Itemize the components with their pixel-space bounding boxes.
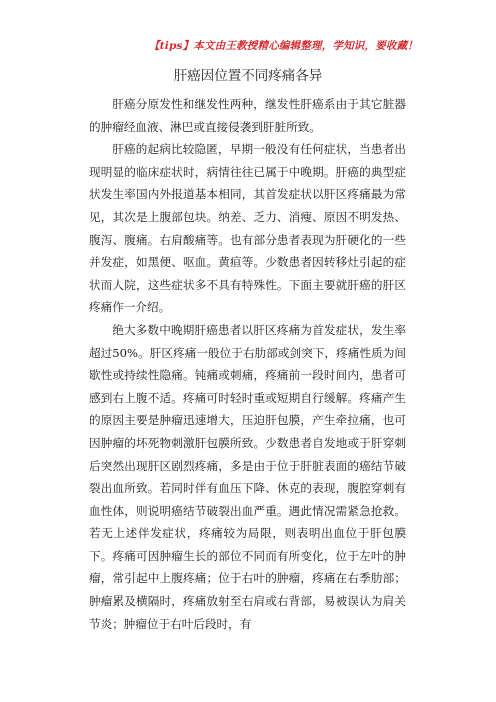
tips-banner: 【tips】本文由王教授精心编辑整理，学知识，要收藏！ [149,40,418,52]
article-body [89,93,406,635]
paragraph: 肝癌的起病比较隐匿，早期一般没有任何症状，当患者出现明显的临床症状时，病情往往已属于中晚期。肝癌的典型症状发生率国内外报道基本相同，其首发症状以肝区疼痛最为常见，其次是上腹部包块。纳差、乏力、消瘦、原因不明发热、腹泻、腹痛。右肩酸痛等。也有部分患者表现为肝硬化的一些并发症，如黑便、呕血。黄疸等。少数患者因转移灶引起的症状而人院，这些症状多不具有特殊性。下面主要就肝癌的肝区疼痛作一介绍。 [89,142,406,315]
paragraph: 绝大多数中晚期肝癌患者以肝区疼痛为首发症状，发生率超过50%。肝区疼痛一般位于右肋部或剑突下，疼痛性质为间歇性或持续性隐痛。钝痛或刺痛，疼痛前一段时间内，患者可感到右上腹不适。疼痛可时轻时重或短期自行缓解。疼痛产生的原因主要是肿瘤迅速增大，压迫肝包膜，产生牵拉痛，也可因肿瘤的坏死物刺激肝包膜所致。少数患者自发地或于肝穿刺后突然出现肝区剧烈疼痛，多是由于位于肝脏表面的癌结节破裂出血所致。若同时伴有血压下降、休克的表现，腹腔穿刺有血性体，则说明癌结节破裂出血严重。遇此情况需紧急抢救。若无上述伴发症状，疼痛较为局限，则表明出血位于肝包膜下。疼痛可因肿瘤生长的部位不同而有所变化，位于左叶的肿瘤，常引起中上腹疼痛；位于右叶的肿瘤，疼痛在右季肋部；肿瘤累及横隔时，疼痛放射至右肩或右背部，易被误认为肩关节炎；肿瘤位于右叶后段时，有 [89,322,406,631]
page-title: 肝癌因位置不同疼痛各异 [173,68,323,84]
paragraph: 肝癌分原发性和继发性两种，继发性肝癌系由于其它脏器的肿瘤经血液、淋巴或直接侵袭到肝脏所致。 [89,97,406,134]
